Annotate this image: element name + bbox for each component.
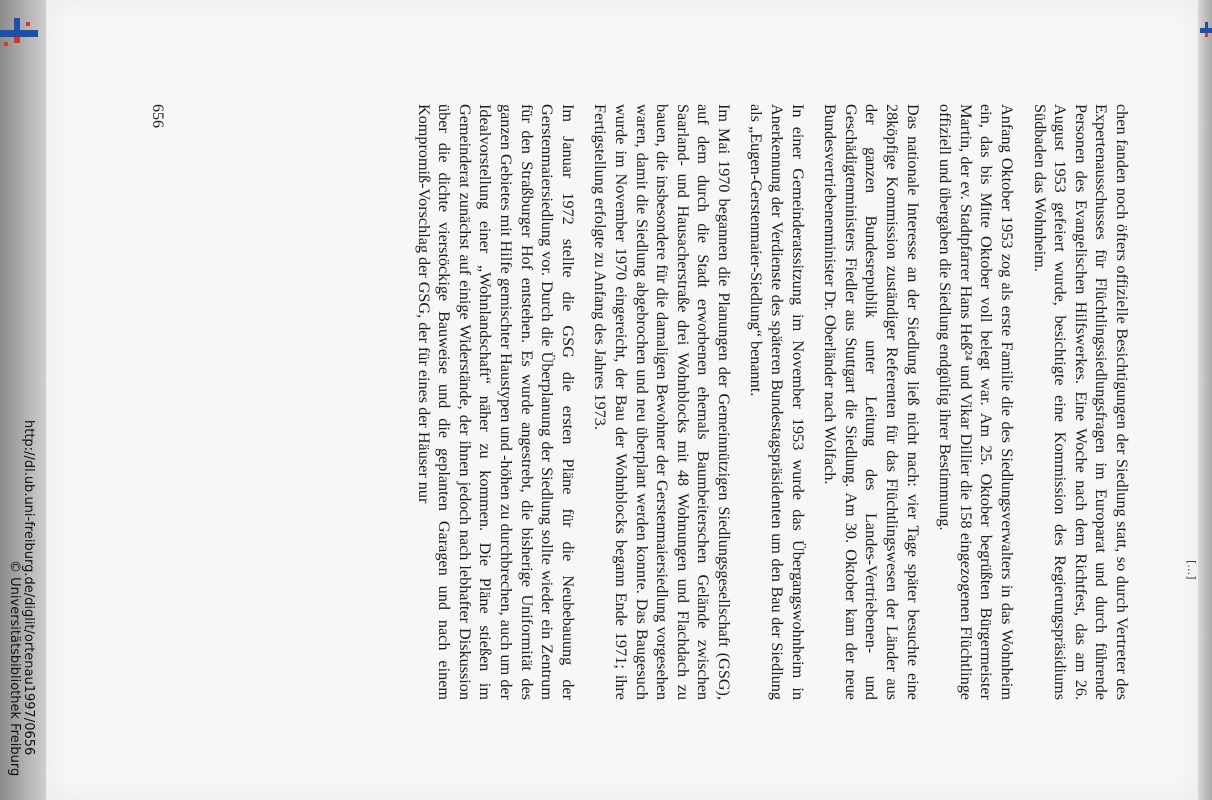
edge-fragment-text: […] [1185,560,1199,580]
paragraph-1: chen fanden noch öfters offizielle Besichtigungen der Siedlung statt, so durch Vertreter des Expertenausschusses für Flüchtlingssiedlungsfragen im Europarat und durch führende Personen des Evangelischen Hilfswerkes. Eine Woche nach dem Richtfest, das am 26. August 1953 gefeiert wurde, besichtigte eine Kommission des Regierungspräsidiums Südbaden das Wohnheim. [1030,104,1131,700]
paragraph-3: Das nationale Interesse an der Siedlung ließ nicht nach: vier Tage später besuchte eine 28köpfige Kommission zuständiger Referenten für das Flüchtlingswesen der Länder aus der ganzen Bundesrepublik unter Leitung des Landes-Vertriebenen- und Geschädigtenministers Fiedler aus Stuttgart die Siedlung. Am 30. Oktober kam der neue Bundesvertriebenenminister Dr. Oberländer nach Wolfach. [821,104,922,700]
document-page [46,0,1198,800]
library-logo-icon [0,18,38,52]
page-number: 656 [149,104,166,128]
paragraph-6: Im Januar 1972 stellte die GSG die ersten Pläne für die Neubebauung der Gerstenmaiersiedlung vor. Durch die Überplanung der Siedlung sollte wieder ein Zentrum für den Straßburger Hof entstehen. Es wurde angestrebt, die bisherige Uniformität des ganzen Gebietes mit Hilfe gemischter Haustypen und -höhen zu durchbrechen, auch um der Idealvorstellung einer „Wohnlandschaft“ näher zu kommen. Die Pläne stießen im Gemeinderat zunächst auf einige Widerstände, der ihnen jedoch nach lebhafter Diskussion über die dichte vierstöckige Bauweise und die geplanten Garagen und nach einem Kompromiß-Vorschlag der GSG, der für eines der Häuser nur [414,104,577,700]
body-text [401,104,1132,700]
paragraph-2: Anfang Oktober 1953 zog als erste Familie die des Siedlungsverwalters in das Wohnheim ein, das bis Mitte Oktober voll belegt war. Am 25. Oktober begrüßten Bürgermeister Martin, der ev. Stadtpfarrer Hans Heß²⁴ und Vikar Dillier die 158 eingezogenen Flüchtlinge offiziell und übergaben die Siedlung endgültig ihrer Bestimmung. [936,104,1017,700]
source-url[interactable]: http://dl.ub.uni-freiburg.de/diglit/ortenau1997/0656 [21,420,36,756]
copyright-notice: © Universitätsbibliothek Freiburg [7,560,22,777]
rotated-page-content [46,0,1198,800]
paragraph-5: Im Mai 1970 begannen die Planungen der Gemeinnützigen Siedlungsgesellschaft (GSG), auf dem durch die Stadt erworbenen ehemals Baumbeiterschen Gelände zwischen Saarland- und Hausacherstraße drei Wohnblocks mit 48 Wohnungen und Flachdach zu bauen, die insbesondere für die damaligen Bewohner der Gerstenmaiersiedlung vorgesehen waren, damit die Siedlung abgebrochen und neu überplant werden konnte. Das Baugesuch wurde im November 1970 eingereicht, der Bau der Wohnblocks begann Ende 1971; ihre Fertigstellung erfolgte zu Anfang des Jahres 1973. [591,104,733,700]
library-logo-icon-right [1200,22,1212,40]
paragraph-4: In einer Gemeinderatssitzung im November 1953 wurde das Übergangswohnheim in Anerkennung der Verdienste des späteren Bundestagspräsidenten um den Bau der Siedlung als „Eugen-Gerstenmaier-Siedlung“ benannt. [747,104,807,700]
viewer-right-margin [1185,0,1212,800]
viewer-left-margin [0,0,46,800]
